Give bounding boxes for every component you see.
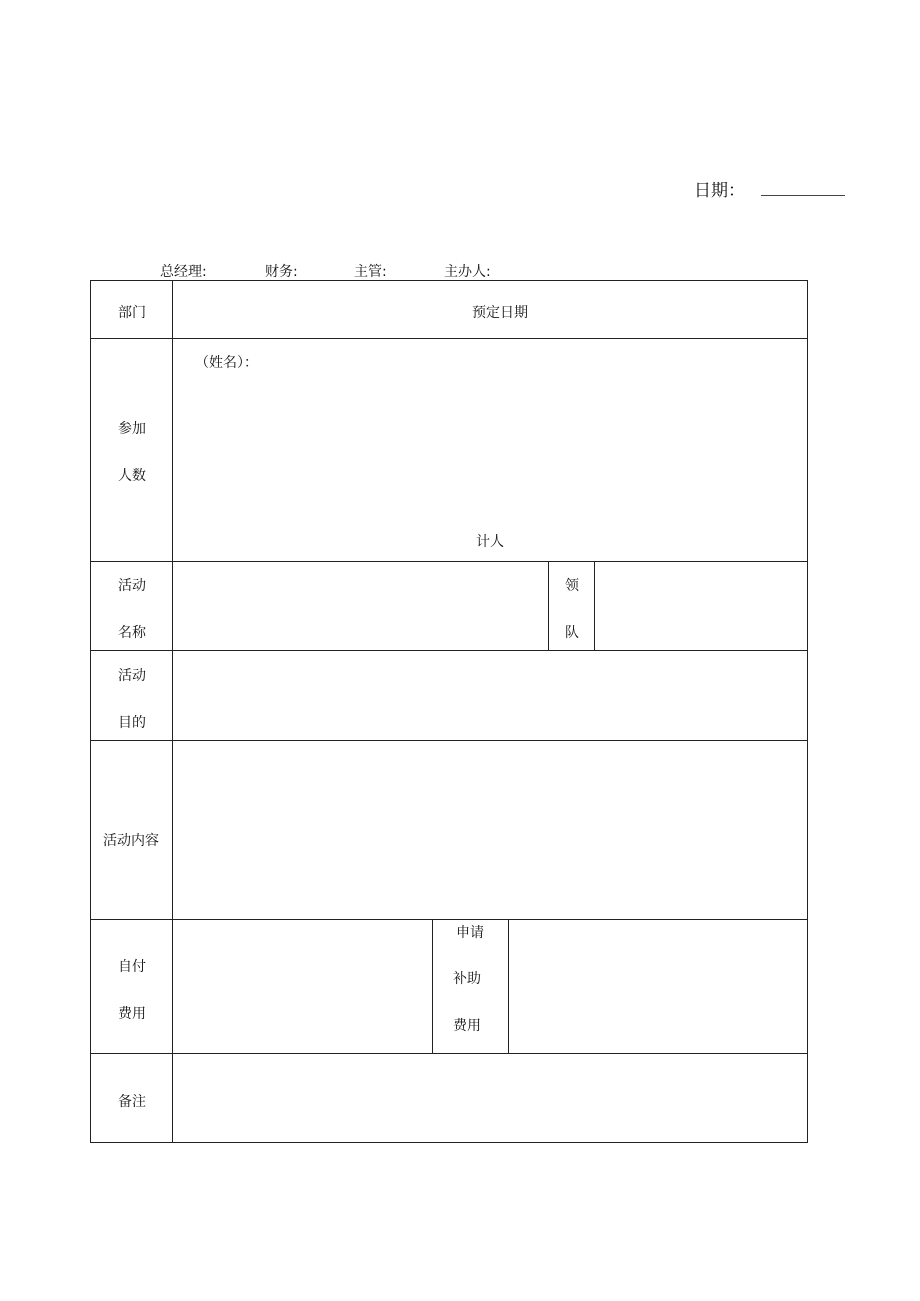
participants-label-line2: 人数 (118, 468, 146, 484)
subsidy-label-line1: 申请 (456, 925, 484, 941)
content-field[interactable] (173, 741, 807, 919)
participants-label-line1: 参加 (118, 421, 146, 437)
purpose-label-line2: 目的 (118, 715, 146, 731)
self-paid-label-line1: 自付 (118, 959, 146, 975)
activity-name-label-line1: 活动 (118, 578, 146, 594)
activity-name-field[interactable] (173, 562, 548, 650)
organizer-label: 主办人: (444, 264, 491, 280)
finance-label: 财务: (265, 264, 298, 280)
activity-name-label-line2: 名称 (118, 625, 146, 641)
self-paid-field[interactable] (173, 920, 432, 1053)
self-paid-label-line2: 费用 (118, 1006, 146, 1022)
activity-application-form (90, 280, 808, 1143)
row-divider (91, 338, 807, 339)
remarks-label: 备注 (118, 1094, 146, 1110)
purpose-label-line1: 活动 (118, 668, 146, 684)
leader-left-divider (548, 561, 549, 651)
subsidy-label-line3: 费用 (453, 1018, 481, 1034)
date-label: 日期： (694, 181, 745, 201)
leader-field[interactable] (595, 562, 807, 650)
reserve-date-label: 预定日期 (472, 305, 528, 321)
purpose-field[interactable] (173, 651, 807, 740)
date-blank[interactable] (761, 177, 845, 196)
department-label: 部门 (118, 305, 146, 321)
content-label: 活动内容 (103, 833, 159, 849)
names-field[interactable] (173, 379, 807, 509)
count-label: 计人 (476, 534, 504, 550)
remarks-field[interactable] (173, 1054, 807, 1142)
general-manager-label: 总经理: (160, 264, 207, 280)
subsidy-field[interactable] (509, 920, 807, 1053)
names-label: （姓名）： (195, 355, 258, 371)
reserve-date-field[interactable] (173, 281, 807, 338)
leader-label-line2: 队 (565, 625, 579, 641)
leader-label-line1: 领 (565, 578, 579, 594)
date-field (694, 176, 845, 201)
subsidy-left-divider (432, 919, 433, 1054)
subsidy-label-line2: 补助 (453, 971, 481, 987)
supervisor-label: 主管: (354, 264, 387, 280)
